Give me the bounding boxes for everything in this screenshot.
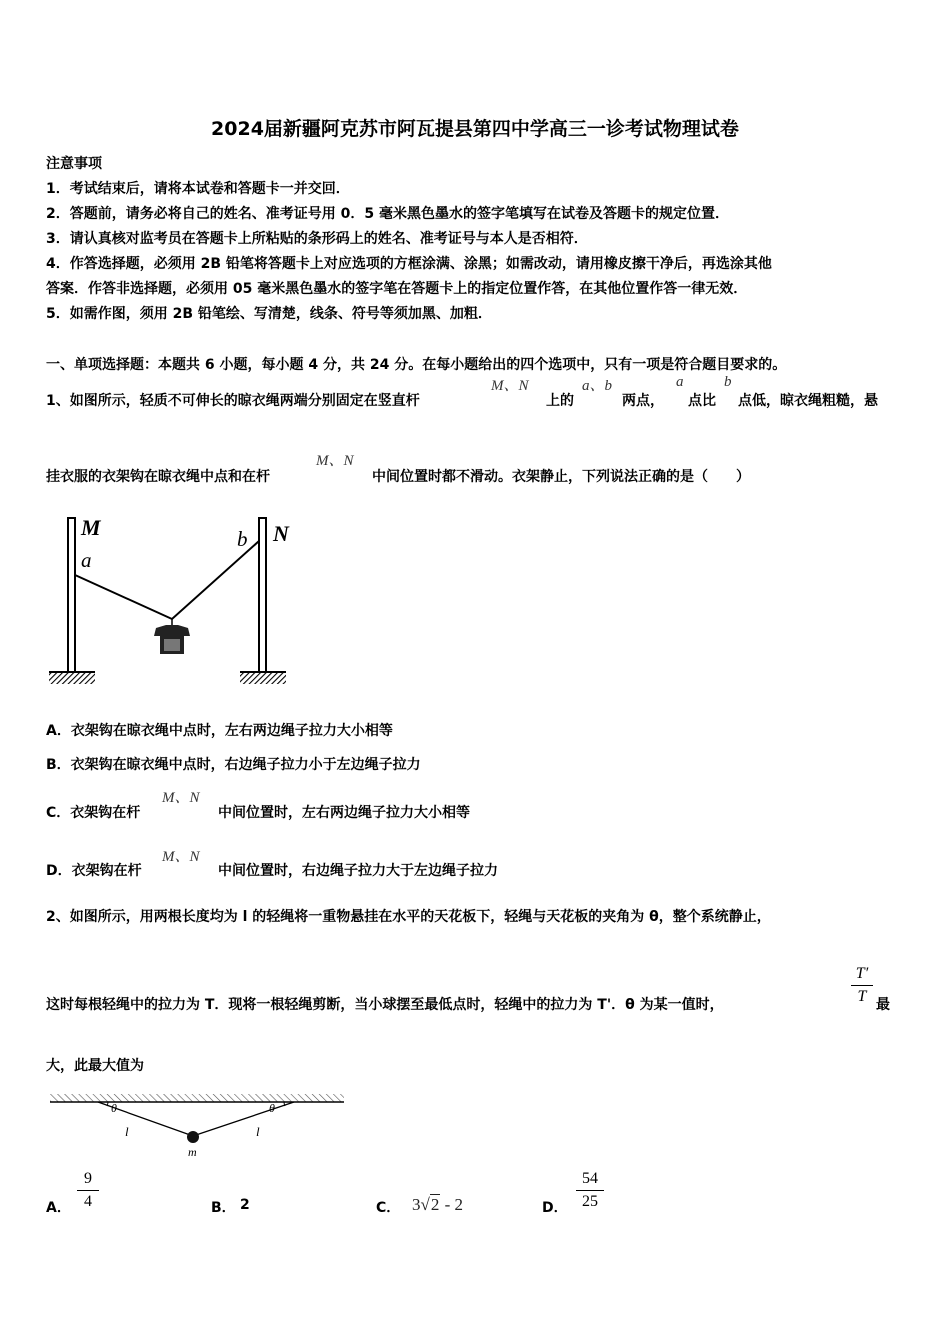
right-pole — [259, 518, 266, 672]
q1-text: 中间位置时都不滑动。衣架静止，下列说法正确的是（ ） — [372, 469, 750, 485]
fraction-denominator: 4 — [84, 1193, 92, 1210]
notice-heading: 注意事项 — [46, 156, 102, 172]
notice-item: 4．作答选择题，必须用 2B 铅笔将答题卡上对应选项的方框涂满、涂黑；如需改动，请用橡皮擦干净后，再选涂其他 — [46, 256, 772, 272]
notice-item: 3．请认真核对监考员在答题卡上所粘贴的条形码上的姓名、准考证号与本人是否相符． — [46, 231, 588, 247]
notice-item: 5．如需作图，须用 2B 铅笔绘、写清楚，线条、符号等须加黑、加粗． — [46, 306, 492, 322]
q2-text: 最 — [876, 997, 890, 1013]
q2-option-b-label: B． — [211, 1200, 236, 1216]
q1-figure — [44, 515, 314, 695]
radicand: 2 — [430, 1195, 440, 1214]
right-string — [193, 1102, 294, 1136]
sqrt-icon: √ — [420, 1195, 430, 1214]
q1-text: 点比 — [688, 393, 716, 409]
notice-item: 答案．作答非选择题，必须用 05 毫米黑色墨水的签字笔在答题卡上的指定位置作答，在其他位置作答一律无效． — [46, 281, 748, 297]
q1-math-mn: M、N — [491, 378, 529, 394]
q2-option-d-label: D． — [542, 1200, 568, 1216]
q2-figure — [46, 1090, 346, 1160]
q2-option-c-value — [412, 1195, 463, 1215]
label-theta-left: θ — [111, 1101, 117, 1115]
label-theta-right: θ — [269, 1101, 275, 1115]
q1-math-ab: a、b — [582, 378, 613, 394]
q1-option-a: A．衣架钩在晾衣绳中点时，左右两边绳子拉力大小相等 — [46, 723, 393, 739]
q2-option-c-label: C． — [376, 1200, 401, 1216]
q2-text: 大，此最大值为 — [46, 1058, 144, 1074]
ball — [187, 1131, 199, 1143]
q1-option-c-math: M、N — [162, 790, 200, 806]
q2-ratio-fraction — [851, 965, 873, 1006]
notice-item: 1．考试结束后，请将本试卷和答题卡一并交回． — [46, 181, 350, 197]
q1-option-b: B．衣架钩在晾衣绳中点时，右边绳子拉力小于左边绳子拉力 — [46, 757, 421, 773]
page-title: 2024届新疆阿克苏市阿瓦提县第四中学高三一诊考试物理试卷 — [211, 118, 739, 140]
q1-option-d-text: 中间位置时，右边绳子拉力大于左边绳子拉力 — [218, 863, 498, 879]
q1-option-c: C．衣架钩在杆 — [46, 805, 141, 821]
q2-text: 这时每根轻绳中的拉力为 T．现将一根轻绳剪断，当小球摆至最低点时，轻绳中的拉力为 T'．θ 为某一值时， — [46, 997, 724, 1013]
label-M: M — [81, 515, 101, 540]
ceiling — [50, 1094, 344, 1102]
rope — [75, 541, 259, 619]
left-ground — [49, 672, 95, 684]
q1-option-d: D．衣架钩在杆 — [46, 863, 142, 879]
q1-text: 上的 — [546, 393, 574, 409]
q1-option-c-text: 中间位置时，左右两边绳子拉力大小相等 — [218, 805, 470, 821]
q1-text: 1、如图所示，轻质不可伸长的晾衣绳两端分别固定在竖直杆 — [46, 393, 420, 409]
q1-text: 挂衣服的衣架钩在晾衣绳中点和在杆 — [46, 469, 270, 485]
notice-item: 2．答题前，请务必将自己的姓名、准考证号用 0．5 毫米黑色墨水的签字笔填写在试卷及答题卡的规定位置． — [46, 206, 729, 222]
label-N: N — [273, 521, 289, 546]
q1-math-a: a — [676, 374, 684, 390]
label-m: m — [188, 1145, 197, 1159]
label-a: a — [81, 548, 92, 572]
fraction-numerator: T′ — [855, 965, 869, 982]
coefficient: 3 — [412, 1195, 421, 1214]
label-l-right: l — [256, 1124, 260, 1139]
fraction-numerator: 9 — [84, 1170, 92, 1187]
label-b: b — [237, 527, 248, 551]
fraction-numerator: 54 — [582, 1170, 598, 1187]
right-ground — [240, 672, 286, 684]
fraction-denominator: T — [857, 988, 867, 1005]
q2-option-a-fraction — [77, 1170, 99, 1211]
fraction-denominator: 25 — [582, 1193, 598, 1210]
q2-option-a-label: A． — [46, 1200, 71, 1216]
left-pole — [68, 518, 75, 672]
q2-option-d-fraction — [576, 1170, 604, 1211]
q1-option-d-math: M、N — [162, 849, 200, 865]
q1-math-b: b — [724, 374, 732, 390]
q1-text: 点低，晾衣绳粗糙，悬 — [738, 393, 878, 409]
q1-math-mn: M、N — [316, 453, 354, 469]
q1-text: 两点， — [622, 393, 664, 409]
section-heading: 一、单项选择题：本题共 6 小题，每小题 4 分，共 24 分。在每小题给出的四个选项中，只有一项是符合题目要求的。 — [46, 357, 787, 373]
label-l-left: l — [125, 1124, 129, 1139]
q2-text: 2、如图所示，用两根长度均为 l 的轻绳将一重物悬挂在水平的天花板下，轻绳与天花板的夹角为 θ，整个系统静止， — [46, 909, 771, 925]
subtract-term: - 2 — [444, 1195, 464, 1214]
q2-option-b-value: 2 — [240, 1197, 250, 1213]
